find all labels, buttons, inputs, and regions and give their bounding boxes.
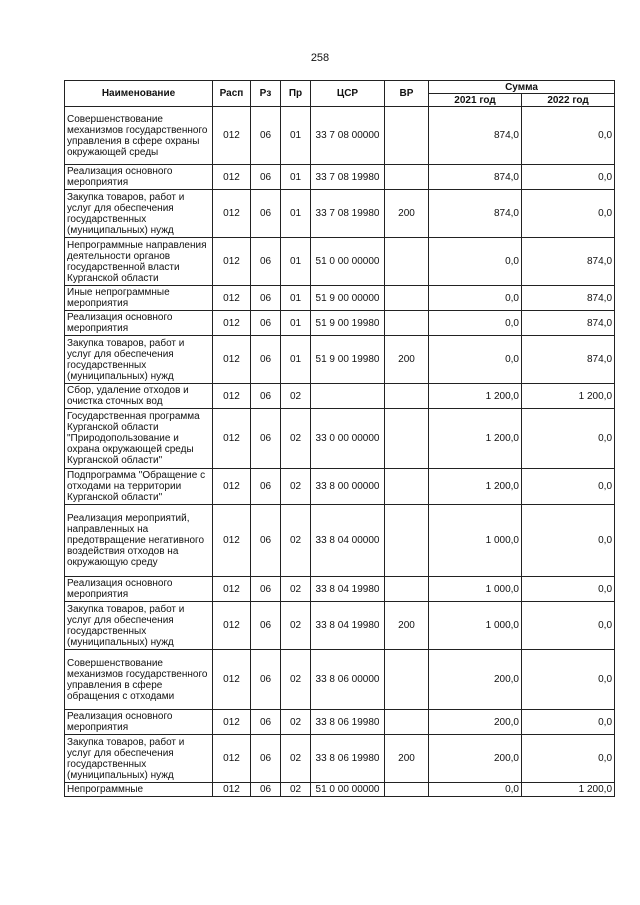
- row-name: Реализация основного мероприятия: [65, 311, 213, 336]
- row-rasp: 012: [213, 783, 251, 797]
- row-rz: 06: [251, 409, 281, 469]
- row-pr: 02: [281, 735, 311, 783]
- row-sum-2022: 0,0: [522, 602, 615, 650]
- row-rz: 06: [251, 286, 281, 311]
- row-sum-2022: 0,0: [522, 577, 615, 602]
- row-name: Иные непрограммные мероприятия: [65, 286, 213, 311]
- row-rasp: 012: [213, 469, 251, 505]
- table-row: [65, 107, 615, 165]
- table-row: [65, 190, 615, 238]
- row-csr: 51 9 00 19980: [311, 311, 385, 336]
- row-sum-2021: 874,0: [429, 190, 522, 238]
- row-sum-2021: 0,0: [429, 783, 522, 797]
- header-vr: ВР: [385, 81, 429, 107]
- row-sum-2022: 1 200,0: [522, 783, 615, 797]
- row-rasp: 012: [213, 107, 251, 165]
- row-rz: 06: [251, 190, 281, 238]
- row-name: Совершенствование механизмов государственного управления в сфере охраны окружающей среды: [65, 107, 213, 165]
- row-sum-2022: 874,0: [522, 336, 615, 384]
- row-vr: [385, 165, 429, 190]
- row-rz: 06: [251, 650, 281, 710]
- row-rz: 06: [251, 311, 281, 336]
- table-row: [65, 577, 615, 602]
- row-rasp: 012: [213, 409, 251, 469]
- row-vr: [385, 650, 429, 710]
- row-rz: 06: [251, 735, 281, 783]
- row-sum-2022: 0,0: [522, 409, 615, 469]
- row-sum-2021: 1 000,0: [429, 602, 522, 650]
- header-name: Наименование: [65, 81, 213, 107]
- table-row: [65, 409, 615, 469]
- row-vr: 200: [385, 602, 429, 650]
- row-csr: 33 8 04 19980: [311, 577, 385, 602]
- table-row: [65, 469, 615, 505]
- table-row: [65, 165, 615, 190]
- row-sum-2022: 0,0: [522, 190, 615, 238]
- row-sum-2022: 0,0: [522, 165, 615, 190]
- row-pr: 02: [281, 505, 311, 577]
- table-row: [65, 238, 615, 286]
- row-sum-2021: 1 000,0: [429, 577, 522, 602]
- row-rz: 06: [251, 602, 281, 650]
- table-row: [65, 602, 615, 650]
- row-csr: 33 8 04 19980: [311, 602, 385, 650]
- row-name: Реализация основного мероприятия: [65, 577, 213, 602]
- row-vr: [385, 286, 429, 311]
- row-csr: 33 8 04 00000: [311, 505, 385, 577]
- row-pr: 01: [281, 190, 311, 238]
- row-name: Непрограммные: [65, 783, 213, 797]
- header-rz: Рз: [251, 81, 281, 107]
- row-vr: [385, 710, 429, 735]
- row-vr: [385, 311, 429, 336]
- row-rasp: 012: [213, 650, 251, 710]
- row-csr: 33 0 00 00000: [311, 409, 385, 469]
- row-rz: 06: [251, 577, 281, 602]
- row-rz: 06: [251, 384, 281, 409]
- row-rz: 06: [251, 238, 281, 286]
- page-number: 258: [310, 52, 330, 64]
- row-pr: 01: [281, 286, 311, 311]
- header-pr: Пр: [281, 81, 311, 107]
- row-sum-2022: 874,0: [522, 286, 615, 311]
- row-name: Реализация основного мероприятия: [65, 710, 213, 735]
- header-sum: Сумма: [429, 81, 615, 94]
- row-pr: 02: [281, 783, 311, 797]
- row-name: Сбор, удаление отходов и очистка сточных вод: [65, 384, 213, 409]
- row-rz: 06: [251, 107, 281, 165]
- row-pr: 02: [281, 602, 311, 650]
- row-name: Закупка товаров, работ и услуг для обеспечения государственных (муниципальных) нужд: [65, 190, 213, 238]
- row-sum-2022: 0,0: [522, 650, 615, 710]
- row-sum-2021: 1 200,0: [429, 469, 522, 505]
- row-pr: 02: [281, 469, 311, 505]
- row-sum-2022: 0,0: [522, 735, 615, 783]
- row-sum-2021: 0,0: [429, 286, 522, 311]
- row-name: Реализация мероприятий, направленных на предотвращение негативного воздействия отходов на окружающую среду: [65, 505, 213, 577]
- header-rasp: Расп: [213, 81, 251, 107]
- row-pr: 02: [281, 650, 311, 710]
- row-sum-2021: 200,0: [429, 650, 522, 710]
- row-pr: 01: [281, 165, 311, 190]
- row-rasp: 012: [213, 602, 251, 650]
- row-name: Подпрограмма "Обращение с отходами на территории Курганской области": [65, 469, 213, 505]
- row-sum-2021: 0,0: [429, 238, 522, 286]
- row-name: Непрограммные направления деятельности органов государственной власти Курганской области: [65, 238, 213, 286]
- row-rasp: 012: [213, 336, 251, 384]
- row-rasp: 012: [213, 286, 251, 311]
- row-rasp: 012: [213, 190, 251, 238]
- row-sum-2021: 1 000,0: [429, 505, 522, 577]
- row-vr: [385, 409, 429, 469]
- row-rz: 06: [251, 165, 281, 190]
- row-vr: 200: [385, 190, 429, 238]
- row-sum-2022: 874,0: [522, 238, 615, 286]
- row-vr: [385, 107, 429, 165]
- row-vr: [385, 238, 429, 286]
- row-sum-2021: 1 200,0: [429, 384, 522, 409]
- table-row: [65, 710, 615, 735]
- row-vr: 200: [385, 735, 429, 783]
- row-sum-2021: 0,0: [429, 311, 522, 336]
- row-rasp: 012: [213, 710, 251, 735]
- table-row: [65, 650, 615, 710]
- row-csr: 33 8 06 19980: [311, 710, 385, 735]
- row-sum-2022: 0,0: [522, 710, 615, 735]
- row-sum-2021: 1 200,0: [429, 409, 522, 469]
- row-vr: [385, 384, 429, 409]
- row-rasp: 012: [213, 577, 251, 602]
- row-csr: 33 8 00 00000: [311, 469, 385, 505]
- row-pr: 01: [281, 238, 311, 286]
- row-pr: 01: [281, 107, 311, 165]
- row-name: Реализация основного мероприятия: [65, 165, 213, 190]
- row-sum-2022: 1 200,0: [522, 384, 615, 409]
- row-pr: 01: [281, 311, 311, 336]
- row-rz: 06: [251, 469, 281, 505]
- row-sum-2022: 0,0: [522, 107, 615, 165]
- row-rasp: 012: [213, 735, 251, 783]
- row-csr: [311, 384, 385, 409]
- header-2021: 2021 год: [429, 94, 522, 107]
- row-pr: 02: [281, 710, 311, 735]
- row-pr: 01: [281, 336, 311, 384]
- row-sum-2021: 200,0: [429, 710, 522, 735]
- row-rz: 06: [251, 505, 281, 577]
- row-vr: [385, 577, 429, 602]
- row-vr: 200: [385, 336, 429, 384]
- row-csr: 51 0 00 00000: [311, 238, 385, 286]
- row-vr: [385, 469, 429, 505]
- row-rz: 06: [251, 783, 281, 797]
- row-csr: 33 7 08 19980: [311, 190, 385, 238]
- row-csr: 51 0 00 00000: [311, 783, 385, 797]
- table-row: [65, 384, 615, 409]
- row-csr: 33 7 08 19980: [311, 165, 385, 190]
- row-name: Закупка товаров, работ и услуг для обеспечения государственных (муниципальных) нужд: [65, 336, 213, 384]
- row-name: Совершенствование механизмов государственного управления в сфере обращения с отходами: [65, 650, 213, 710]
- row-pr: 02: [281, 577, 311, 602]
- row-vr: [385, 505, 429, 577]
- row-name: Закупка товаров, работ и услуг для обеспечения государственных (муниципальных) нужд: [65, 735, 213, 783]
- row-pr: 02: [281, 409, 311, 469]
- row-sum-2021: 0,0: [429, 336, 522, 384]
- row-rasp: 012: [213, 165, 251, 190]
- row-csr: 51 9 00 19980: [311, 336, 385, 384]
- row-vr: [385, 783, 429, 797]
- row-rasp: 012: [213, 238, 251, 286]
- row-rasp: 012: [213, 384, 251, 409]
- row-csr: 33 7 08 00000: [311, 107, 385, 165]
- table-row: [65, 286, 615, 311]
- table-row: [65, 783, 615, 797]
- row-sum-2021: 874,0: [429, 107, 522, 165]
- row-csr: 33 8 06 19980: [311, 735, 385, 783]
- row-csr: 33 8 06 00000: [311, 650, 385, 710]
- row-rasp: 012: [213, 505, 251, 577]
- row-rz: 06: [251, 336, 281, 384]
- row-sum-2022: 874,0: [522, 311, 615, 336]
- table-row: [65, 505, 615, 577]
- row-name: Закупка товаров, работ и услуг для обеспечения государственных (муниципальных) нужд: [65, 602, 213, 650]
- row-pr: 02: [281, 384, 311, 409]
- table-body: [65, 107, 615, 797]
- row-sum-2022: 0,0: [522, 469, 615, 505]
- table-row: [65, 735, 615, 783]
- row-csr: 51 9 00 00000: [311, 286, 385, 311]
- header-2022: 2022 год: [522, 94, 615, 107]
- table-row: [65, 336, 615, 384]
- row-name: Государственная программа Курганской области "Природопользование и охрана окружающей среды Курганской области": [65, 409, 213, 469]
- row-sum-2022: 0,0: [522, 505, 615, 577]
- row-rasp: 012: [213, 311, 251, 336]
- header-csr: ЦСР: [311, 81, 385, 107]
- row-sum-2021: 874,0: [429, 165, 522, 190]
- table-row: [65, 311, 615, 336]
- row-rz: 06: [251, 710, 281, 735]
- row-sum-2021: 200,0: [429, 735, 522, 783]
- budget-table: [64, 80, 615, 797]
